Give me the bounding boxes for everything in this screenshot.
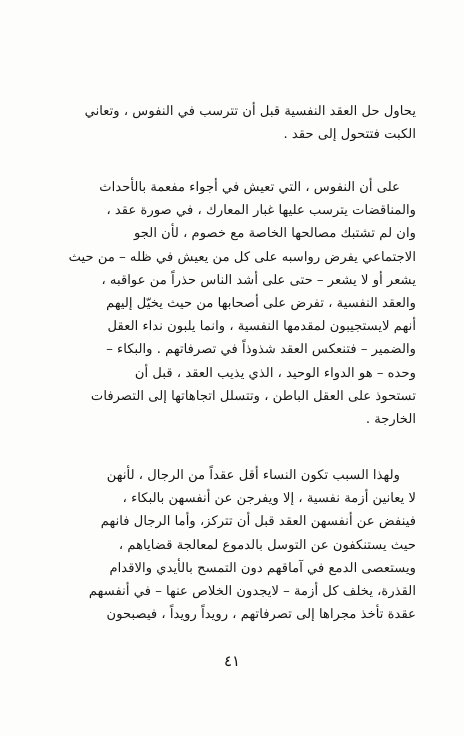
paragraph-3 bbox=[62, 464, 416, 626]
paragraph-1 bbox=[62, 100, 416, 146]
text-line: على أن النفوس ، التي تعيش في أجواء مفعمة بالأحداث bbox=[99, 180, 400, 195]
text-line: حيث يستنكفون عن التوسل بالدموع لمعالجة قضاياهم ، bbox=[118, 537, 416, 553]
page-number: ٤١ bbox=[223, 652, 241, 670]
text-line: لا يعانين أزمة نفسية ، إلا ويفرجن عن أنفسهن بالبكاء ، bbox=[122, 491, 416, 507]
text-line: وان لم تشتبك مصالحها الخاصة مع خصوم ، لأن الجو bbox=[133, 226, 416, 242]
text-line: ولهذا السبب تكون النساء أقل عقداً من الرجال ، لأنهن bbox=[106, 468, 400, 483]
text-line: والضمير – فتنعكس العقد شذوذاً في تصرفاتهم . والبكاء – bbox=[106, 342, 416, 358]
text-line: عقدة تأخذ مجراها إلى تصرفاتهم ، رويداً رويداً ، فيصبحون bbox=[106, 607, 416, 623]
text-line: يحاول حل العقد النفسية قبل أن تترسب في النفوس ، وتعاني bbox=[84, 104, 416, 119]
text-line: وحده – هو الدواء الوحيد ، الذي يذيب العقد ، قبل أن bbox=[134, 365, 416, 381]
text-line: الكبت فتتحول إلى حقد . bbox=[283, 127, 416, 143]
text-line: ويستعصى الدمع في آماقهم دون التمسح بالأيدي والاقدام bbox=[109, 560, 416, 576]
text-line: أنهم لايستجيبون لمقدمها النفسية ، وانما يلبون نداء العقل bbox=[107, 319, 416, 335]
text-line: القذرة، يخلف كل أزمة – لايجدون الخلاص عنها – في أنفسهم bbox=[88, 584, 416, 600]
text-line: والعقد النفسية ، تفرض على أصحابها من حيث يخيّل إليهم bbox=[106, 296, 416, 312]
text-line: الخارجة . bbox=[365, 412, 416, 428]
text-line: يشعر أو لا يشعر – حتى على أشد الناس حذراً من عواقبه ، bbox=[101, 272, 416, 288]
text-line: الاجتماعي يفرض رواسبه على كل من يعيش في ظله – من حيث bbox=[68, 249, 416, 265]
paragraph-2 bbox=[62, 176, 416, 431]
text-line: فينفض عن أنفسهن العقد قبل أن تتركز، وأما الرجال فانهم bbox=[100, 514, 416, 530]
text-line: تستحوذ على العقل الباطن ، وتتسلل اتجاهاتها إلى التصرفات bbox=[90, 388, 416, 404]
text-line: والمناقضات يترسب عليها غبار المعارك ، في صورة عقد ، bbox=[106, 203, 416, 219]
